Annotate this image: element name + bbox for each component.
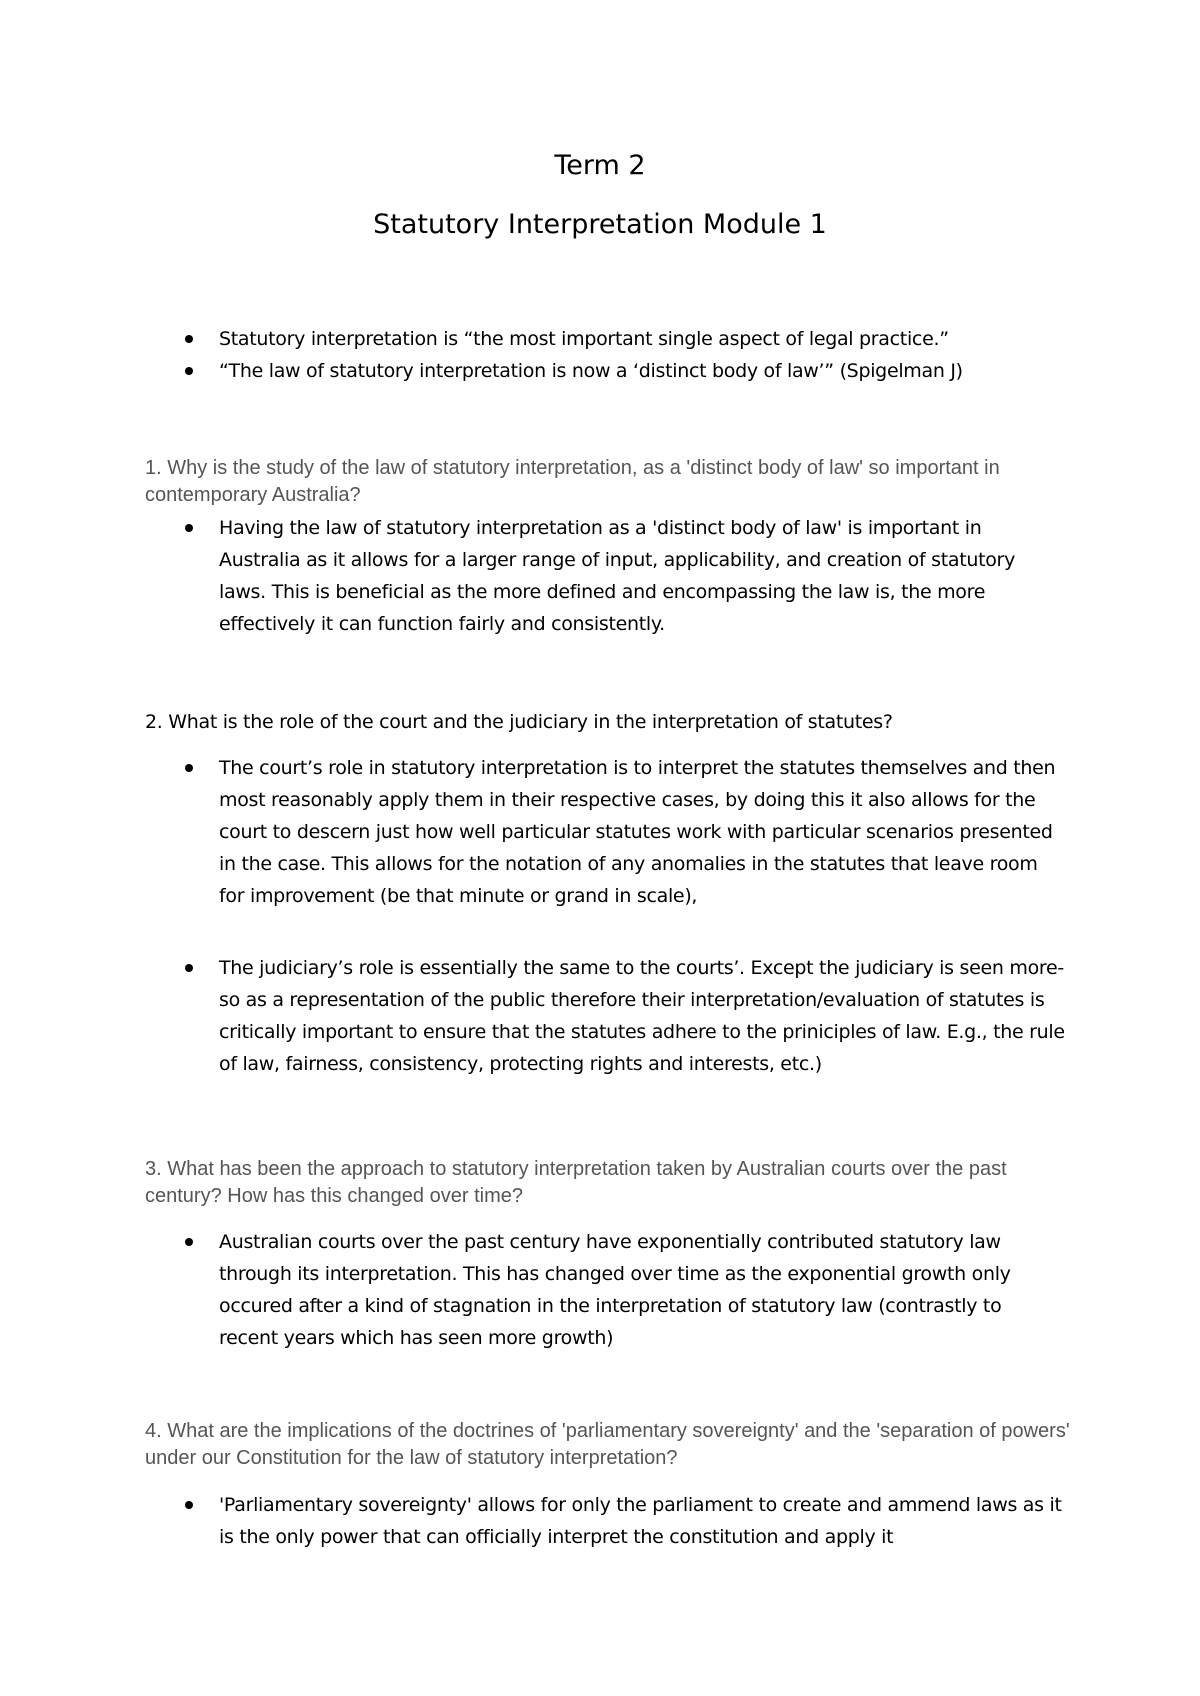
intro-bullet: Statutory interpretation is “the most important single aspect of legal practice.”: [185, 323, 1085, 355]
answer-bullet: Having the law of statutory interpretation as a 'distinct body of law' is important in Australia as it allows for a larger range of input, applicability, and creation of statutory laws. This is beneficial as the more defined and encompassing the law is, the more effectively it can function fairly and consistently.: [185, 512, 1065, 640]
intro-bullet: “The law of statutory interpretation is now a ‘distinct body of law’” (Spigelman J): [185, 355, 1085, 387]
answer-list-3: [185, 1226, 1065, 1354]
answer-bullet: Australian courts over the past century have exponentially contributed statutory law through its interpretation. This has changed over time as the exponential growth only occured after a kind of stagnation in the interpretation of statutory law (contrastly to recent years which has seen more growth): [185, 1226, 1065, 1354]
answer-list-2: [185, 752, 1065, 1080]
answer-list-1: [185, 512, 1065, 640]
question-3: 3. What has been the approach to statutory interpretation taken by Australian courts over the past century? How has this changed over time?: [145, 1158, 1007, 1207]
question-1: 1. Why is the study of the law of statutory interpretation, as a 'distinct body of law' so important in contemporary Australia?: [145, 457, 1000, 506]
document-subtitle: Statutory Interpretation Module 1: [373, 209, 827, 240]
answer-bullet: The judiciary’s role is essentially the same to the courts’. Except the judiciary is seen more-so as a representation of the public therefore their interpretation/evaluation of statutes is critically important to ensure that the statutes adhere to the priniciples of law. E.g., the rule of law, fairness, consistency, protecting rights and interests, etc.): [185, 952, 1065, 1080]
document-title: Term 2: [554, 150, 646, 181]
answer-bullet: 'Parliamentary sovereignty' allows for only the parliament to create and ammend laws as it is the only power that can officially interpret the constitution and apply it: [185, 1489, 1065, 1553]
spacer: [185, 912, 1065, 952]
question-4: 4. What are the implications of the doctrines of 'parliamentary sovereignty' and the 'separation of powers' under our Constitution for the law of statutory interpretation?: [145, 1420, 1070, 1469]
answer-list-4: [185, 1489, 1065, 1553]
intro-bullet-list: [185, 323, 1085, 387]
answer-bullet: The court’s role in statutory interpretation is to interpret the statutes themselves and then most reasonably apply them in their respective cases, by doing this it also allows for the court to descern just how well particular statutes work with particular scenarios presented in the case. This allows for the notation of any anomalies in the statutes that leave room for improvement (be that minute or grand in scale),: [185, 752, 1065, 912]
question-2: 2. What is the role of the court and the judiciary in the interpretation of statutes?: [145, 711, 893, 733]
